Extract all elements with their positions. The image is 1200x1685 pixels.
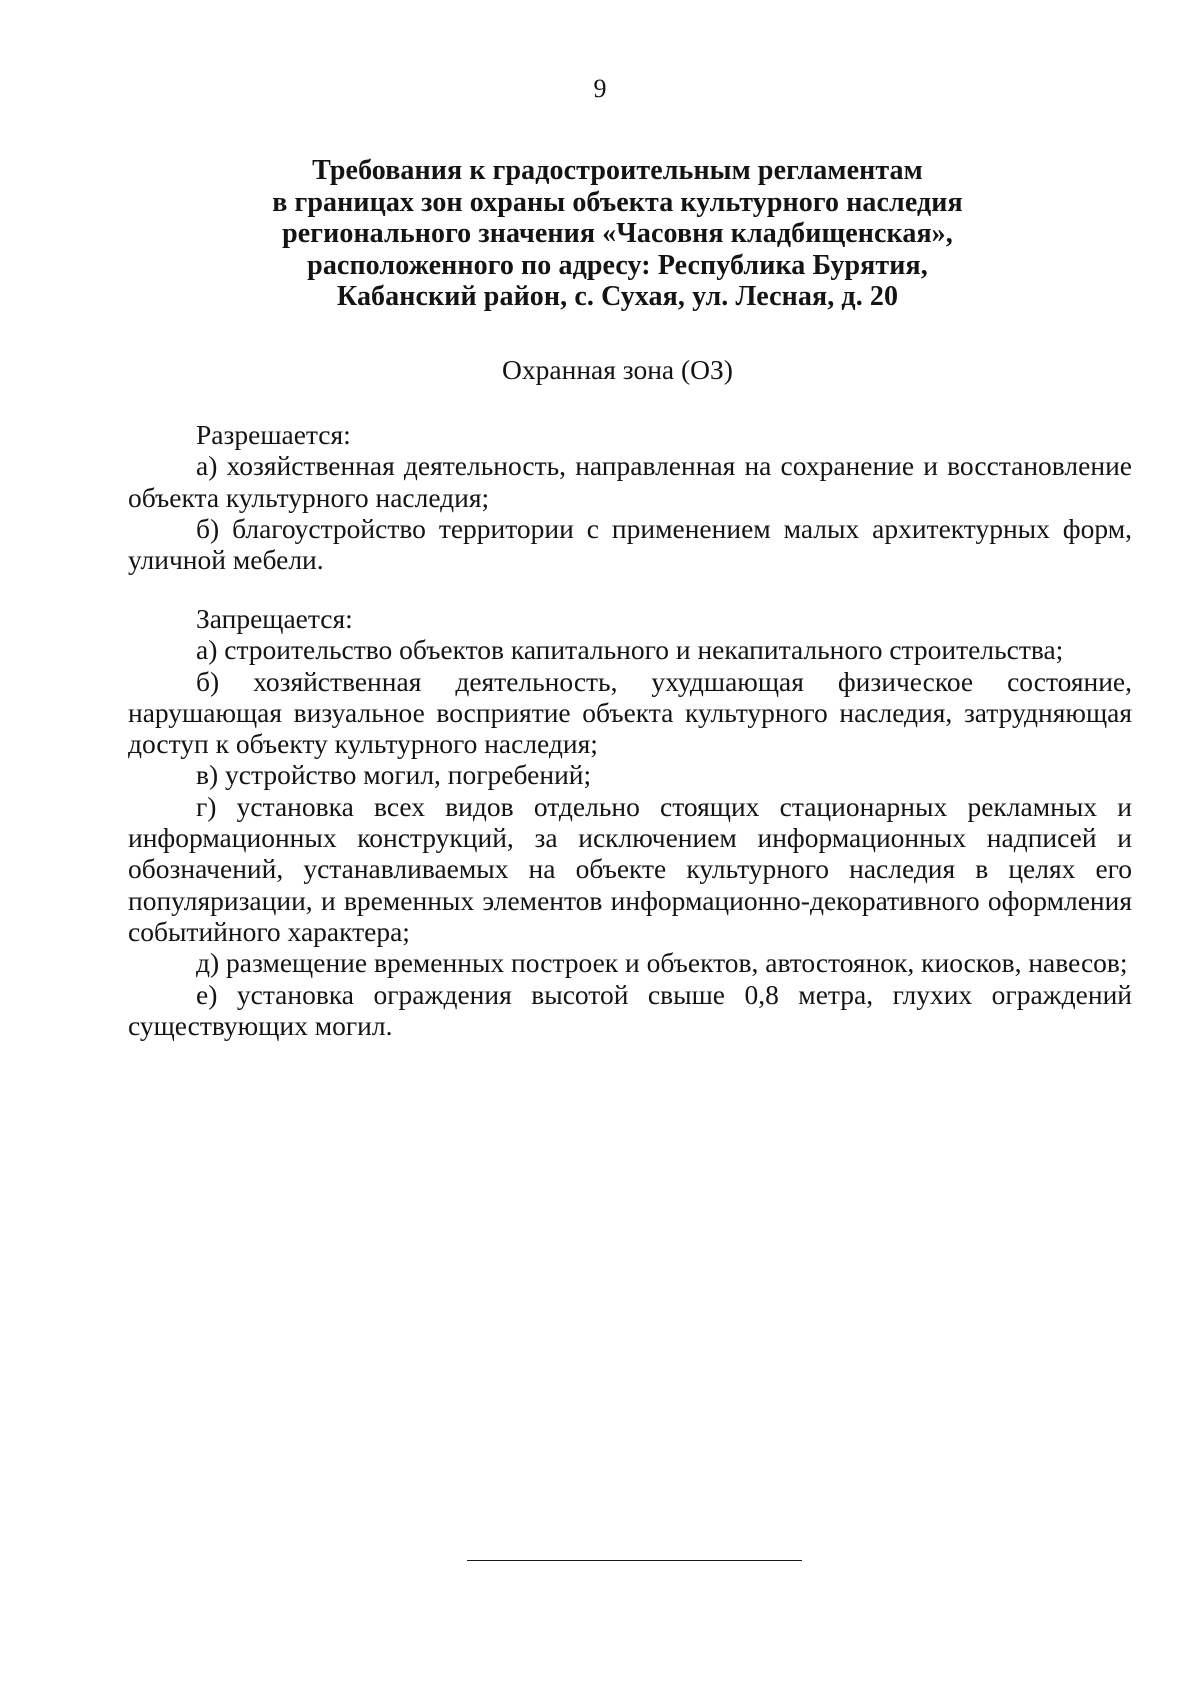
title-line: регионального значения «Часовня кладбищенская», bbox=[282, 218, 953, 249]
page-number: 9 bbox=[593, 74, 607, 103]
prohibited-item: е) установка ограждения высотой свыше 0,8 метра, глухих ограждений существующих могил. bbox=[128, 978, 1132, 1041]
allowed-heading: Разрешается: bbox=[196, 419, 351, 450]
allowed-item: б) благоустройство территории с применением малых архитектурных форм, уличной мебели. bbox=[128, 512, 1132, 576]
document-title bbox=[200, 155, 1035, 313]
prohibited-item: д) размещение временных построек и объектов, автостоянок, киосков, навесов; bbox=[196, 947, 1128, 979]
title-line: Кабанский район, с. Сухая, ул. Лесная, д. 20 bbox=[336, 281, 899, 312]
title-line: расположенного по адресу: Республика Бурятия, bbox=[307, 249, 928, 281]
prohibited-item: в) устройство могил, погребений; bbox=[196, 759, 592, 791]
allowed-item: а) хозяйственная деятельность, направленная на сохранение и восстановление объекта культурного наследия; bbox=[128, 450, 1132, 513]
title-line: в границах зон охраны объекта культурного наследия bbox=[272, 186, 963, 218]
prohibited-heading: Запрещается: bbox=[196, 603, 353, 634]
prohibited-item: г) установка всех видов отдельно стоящих стационарных рекламных и информационных конструкций, за исключением информационных надписей и обозначений, устанавливаемых на объекте культурного наследия в целях его популяризации, и временных элементов информационно-декоративного оформления событийного характера; bbox=[128, 790, 1132, 947]
prohibited-item: а) строительство объектов капитального и некапитального строительства; bbox=[196, 634, 1064, 666]
prohibited-section bbox=[128, 603, 1132, 1041]
allowed-section bbox=[128, 419, 1132, 575]
title-line: Требования к градостроительным регламентам bbox=[312, 155, 923, 186]
prohibited-item: б) хозяйственная деятельность, ухудшающая физическое состояние, нарушающая визуальное восприятие объекта культурного наследия, затрудняющая доступ к объекту культурного наследия; bbox=[128, 665, 1132, 760]
zone-title: Охранная зона (ОЗ) bbox=[502, 354, 733, 385]
footer-divider bbox=[467, 1560, 802, 1561]
